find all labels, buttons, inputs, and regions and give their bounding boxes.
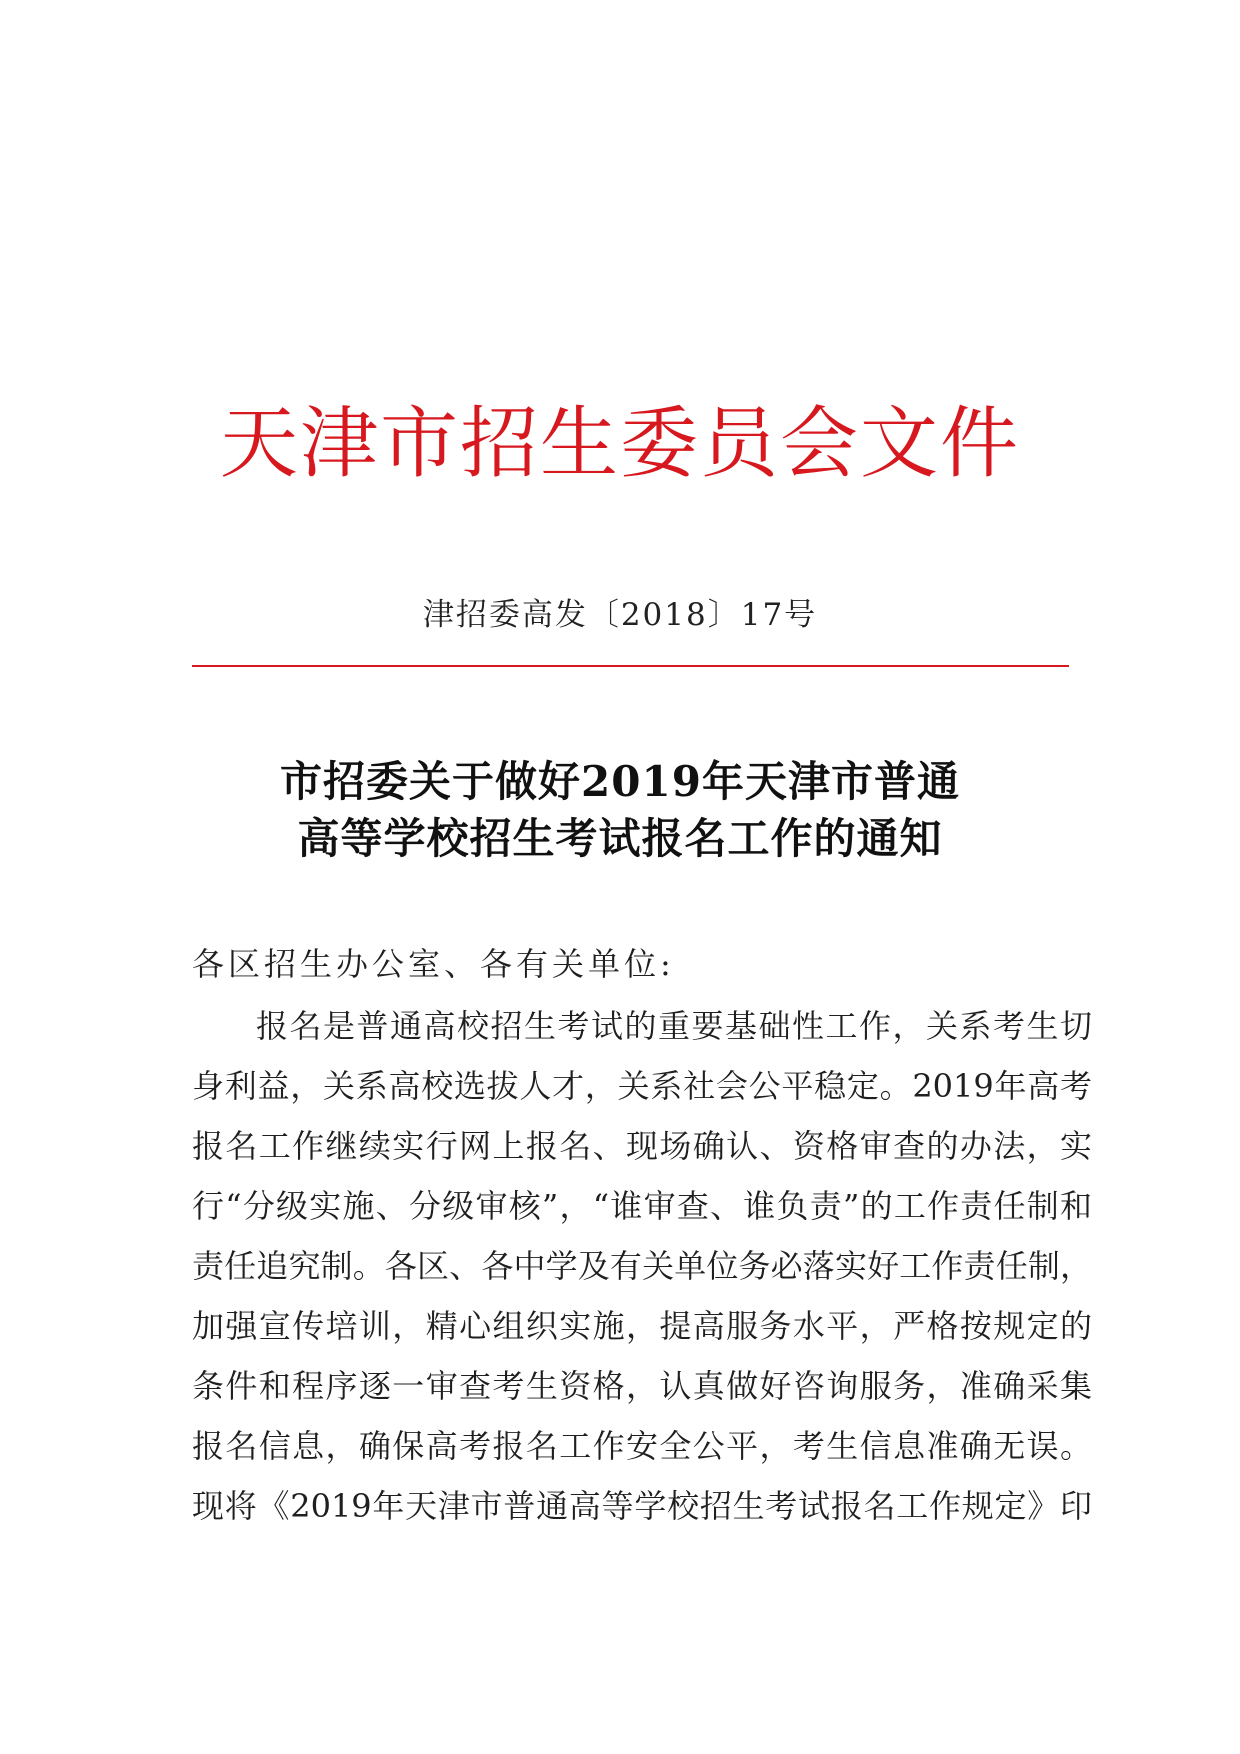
body-line: 报名信息，确保高考报名工作安全公平，考生信息准确无误。: [192, 1427, 1092, 1465]
salutation: 各区招生办公室、各有关单位:: [192, 945, 675, 983]
body-line: 加强宣传培训，精心组织实施，提高服务水平，严格按规定的: [192, 1307, 1092, 1345]
document-number: 津招委高发〔2018〕17号: [422, 597, 818, 633]
notice-headline-line-2: 高等学校招生考试报名工作的通知: [297, 814, 943, 863]
issuer-title: 天津市招生委员会文件: [219, 399, 1020, 489]
body-line: 责任追究制。各区、各中学及有关单位务必落实好工作责任制，: [192, 1247, 1092, 1285]
body-line: 行“分级实施、分级审核”，“谁审查、谁负责”的工作责任制和: [192, 1187, 1092, 1225]
body-line: 报名是普通高校招生考试的重要基础性工作，关系考生切: [256, 1007, 1092, 1045]
body-line: 现将《2019年天津市普通高等学校招生考试报名工作规定》印: [192, 1487, 1092, 1525]
body-line: 条件和程序逐一审查考生资格，认真做好咨询服务，准确采集: [192, 1367, 1092, 1405]
body-line: 身利益，关系高校选拔人才，关系社会公平稳定。2019年高考: [192, 1067, 1092, 1105]
body-line: 报名工作继续实行网上报名、现场确认、资格审查的办法，实: [192, 1127, 1092, 1165]
red-divider: [192, 665, 1069, 667]
notice-headline-line-1: 市招委关于做好2019年天津市普通: [280, 757, 960, 806]
